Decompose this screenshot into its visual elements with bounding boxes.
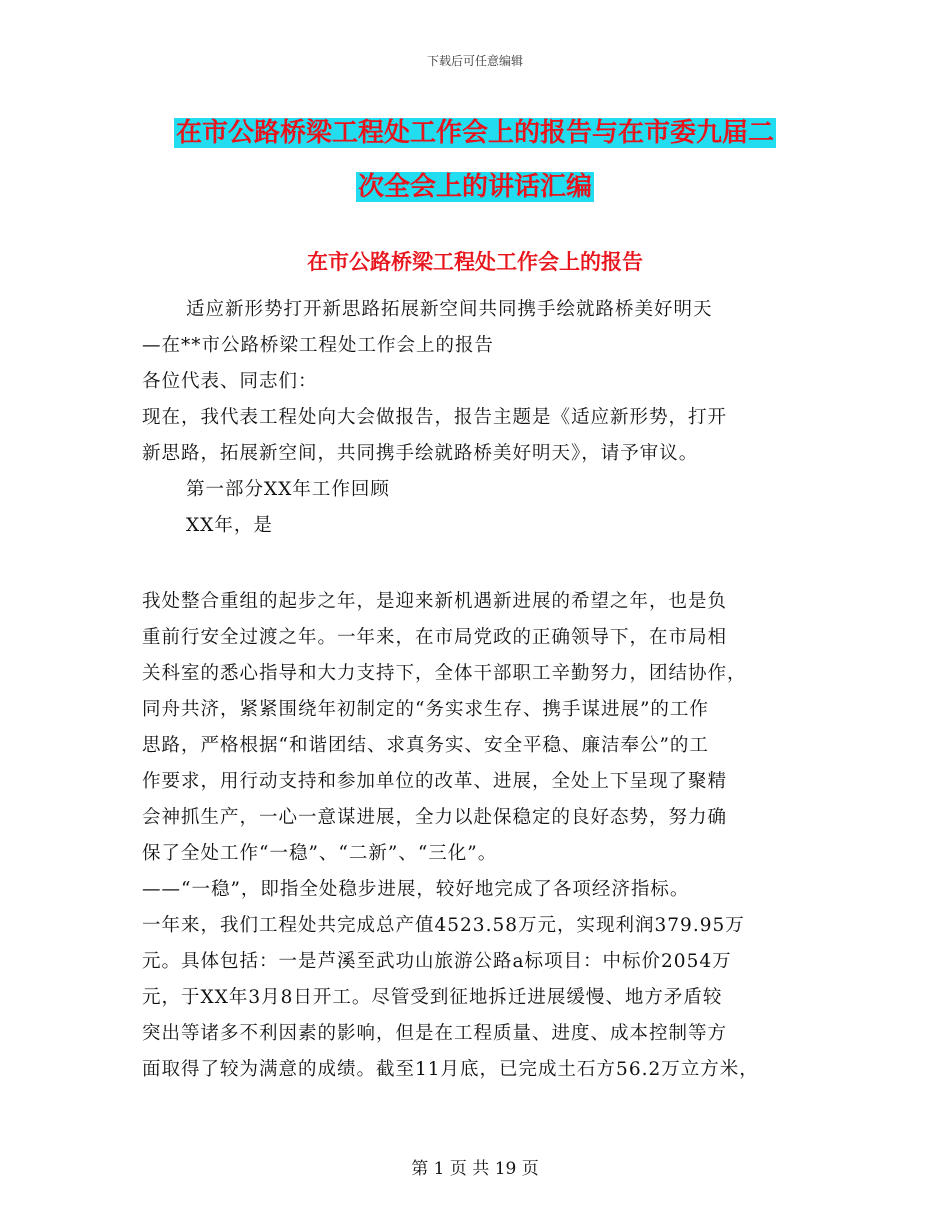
paragraph-line: 新思路，拓展新空间，共同携手绘就路桥美好明天》，请予审议。 <box>142 443 699 464</box>
paragraph-line: 元。具体包括：一是芦溪至武功山旅游公路a标项目：中标价2054万 <box>142 951 732 972</box>
paragraph-line: 适应新形势打开新思路拓展新空间共同携手绘就路桥美好明天 <box>186 299 713 320</box>
page-number-footer: 第 1 页 共 19 页 <box>411 1159 539 1179</box>
paragraph-line: 现在，我代表工程处向大会做报告，报告主题是《适应新形势，打开 <box>142 407 728 428</box>
paragraph-line: 突出等诸多不利因素的影响，但是在工程质量、进度、成本控制等方 <box>142 1023 728 1044</box>
paragraph-line: 元，于XX年3月8日开工。尽管受到征地拆迁进展缓慢、地方矛盾较 <box>142 987 723 1008</box>
paragraph-line: 保了全处工作“一稳”、“二新”、“三化”。 <box>142 843 498 864</box>
paragraph-line: —在**市公路桥梁工程处工作会上的报告 <box>142 335 495 356</box>
section-title: 在市公路桥梁工程处工作会上的报告 <box>307 250 643 274</box>
document-title-line-1: 在市公路桥梁工程处工作会上的报告与在市委九届二 <box>175 118 774 148</box>
paragraph-line: 各位代表、同志们： <box>142 371 318 392</box>
body-block-1 <box>142 292 832 544</box>
paragraph-line: ——“一稳”，即指全处稳步进展，较好地完成了各项经济指标。 <box>142 879 690 900</box>
paragraph-line: 作要求，用行动支持和参加单位的改革、进展，全处上下呈现了聚精 <box>142 771 728 792</box>
paragraph-line: 同舟共济，紧紧围绕年初制定的“务实求生存、携手谋进展”的工作 <box>142 699 709 720</box>
paragraph-line: 重前行安全过渡之年。一年来，在市局党政的正确领导下，在市局相 <box>142 627 728 648</box>
paragraph-line: 思路，严格根据“和谐团结、求真务实、安全平稳、廉洁奉公”的工 <box>142 735 709 756</box>
paragraph-line: 第一部分XX年工作回顾 <box>186 479 390 500</box>
paragraph-line: 一年来，我们工程处共完成总产值4523.58万元，实现利润379.95万 <box>142 915 745 936</box>
page-header-note: 下载后可任意编辑 <box>426 54 523 68</box>
body-block-2 <box>142 584 832 1088</box>
paragraph-line: 关科室的悉心指导和大力支持下，全体干部职工辛勤努力，团结协作， <box>142 663 747 684</box>
paragraph-line: 面取得了较为满意的成绩。截至11月底，已完成土石方56.2万立方米， <box>142 1059 759 1080</box>
document-title <box>0 106 950 214</box>
paragraph-line: 会神抓生产，一心一意谋进展，全力以赴保稳定的良好态势，努力确 <box>142 807 728 828</box>
document-title-line-2: 次全会上的讲话汇编 <box>357 172 592 202</box>
paragraph-line: 我处整合重组的起步之年，是迎来新机遇新进展的希望之年，也是负 <box>142 591 728 612</box>
paragraph-line: XX年，是 <box>186 515 273 536</box>
